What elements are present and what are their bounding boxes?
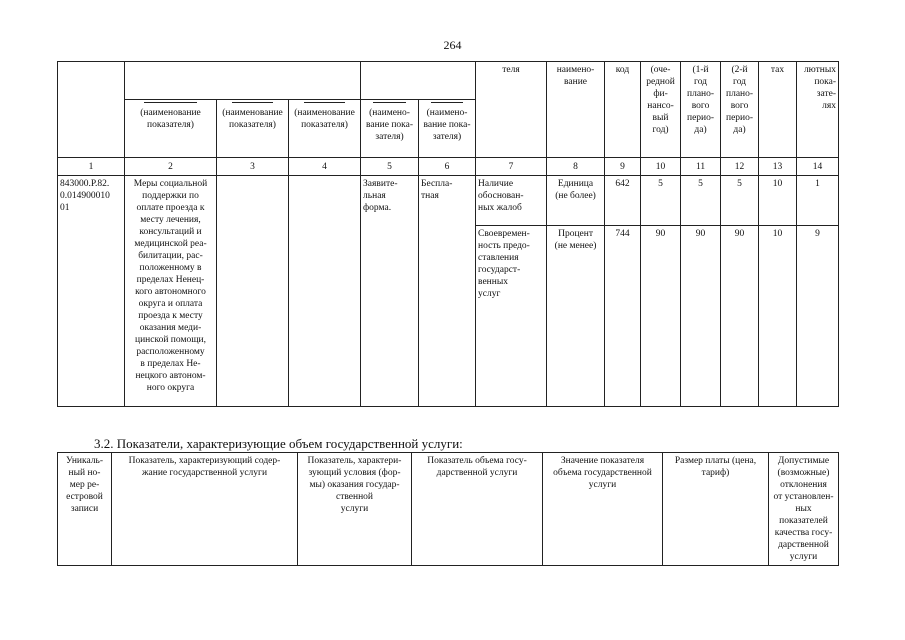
col-number: 11 <box>681 158 721 176</box>
service-form: Заявите- льная форма. <box>361 176 419 407</box>
registry-number: 843000.Р.82. 0.014900010 01 <box>58 176 125 407</box>
header-cell-2-4 <box>125 62 361 100</box>
header-cell-11: (1-й год плано- вого перио- да) <box>681 62 721 158</box>
service-name: Меры социальной поддержки по оплате проезда к месту лечения, консультаций и медицинской реа- билитации, рас- положенному в пределах Ненец- кого автономного округа и оплата проезда к месту оказания меди- цинской помощи, расположенному в пределах Не- нецкого автоном- ного округа <box>125 176 217 407</box>
value-year-2: 5 <box>721 176 759 226</box>
header-cell-7: теля <box>476 62 547 158</box>
indicator-name-6: (наимено- вание пока- зателя) <box>419 100 476 158</box>
col-number: 9 <box>605 158 641 176</box>
header-cell-8: наимено- вание <box>547 62 605 158</box>
col-number: 14 <box>797 158 839 176</box>
deviation-absolute: 1 <box>797 176 839 226</box>
unit-code: 744 <box>605 226 641 407</box>
header-cell-14: лютных пока- зате- лях <box>797 62 839 158</box>
col-number: 10 <box>641 158 681 176</box>
unit-name: Единица (не более) <box>547 176 605 226</box>
deviation-absolute: 9 <box>797 226 839 407</box>
value-current-year: 5 <box>641 176 681 226</box>
col-number: 1 <box>58 158 125 176</box>
value-year-1: 5 <box>681 176 721 226</box>
col-number: 8 <box>547 158 605 176</box>
value-year-1: 90 <box>681 226 721 407</box>
header-cell-10: (оче- редной фи- нансо- вый год) <box>641 62 681 158</box>
volume-indicators-table <box>57 452 839 566</box>
header-volume-value: Значение показателя объема государственной услуги <box>543 453 663 566</box>
section-title: 3.2. Показатели, характеризующие объем государственной услуги: <box>94 436 463 451</box>
indicator-name: Наличие обоснован- ных жалоб <box>476 176 547 226</box>
value-current-year: 90 <box>641 226 681 407</box>
column-numbers-row <box>58 158 839 176</box>
header-cell-13: тах <box>759 62 797 158</box>
header-cell-9: код <box>605 62 641 158</box>
unit-code: 642 <box>605 176 641 226</box>
header-condition-indicator: Показатель, характери- зующий условия (фор- мы) оказания государ- ственной услуги <box>298 453 412 566</box>
header-cell-12: (2-й год плано- вого перио- да) <box>721 62 759 158</box>
header-cell-5-6 <box>361 62 476 100</box>
header-cell-1 <box>58 62 125 158</box>
indicator-name-2: (наименование показателя) <box>125 100 217 158</box>
header-fee: Размер платы (цена, тариф) <box>663 453 769 566</box>
col-number: 13 <box>759 158 797 176</box>
indicator-name-5: (наимено- вание пока- зателя) <box>361 100 419 158</box>
payment-type: Бесплa- тная <box>419 176 476 407</box>
deviation-percent: 10 <box>759 176 797 226</box>
indicator-name-3: (наименование показателя) <box>217 100 289 158</box>
page-number: 264 <box>443 38 462 52</box>
header-registry-number: Уникаль- ный но- мер ре- естровой записи <box>58 453 112 566</box>
col-number: 7 <box>476 158 547 176</box>
col-number: 2 <box>125 158 217 176</box>
col-number: 3 <box>217 158 289 176</box>
col-number: 5 <box>361 158 419 176</box>
unit-name: Процент (не менее) <box>547 226 605 407</box>
col-number: 6 <box>419 158 476 176</box>
indicator-name: Своевремен- ность предо- ставления государст- венных услуг <box>476 226 547 407</box>
header-deviations: Допустимые (возможные) отклонения от установлен- ных показателей качества госу- дарственной услуги <box>769 453 839 566</box>
indicator-name-4: (наименование показателя) <box>289 100 361 158</box>
col-number: 4 <box>289 158 361 176</box>
col-number: 12 <box>721 158 759 176</box>
deviation-percent: 10 <box>759 226 797 407</box>
quality-indicators-table <box>57 61 839 407</box>
header-volume-indicator: Показатель объема госу- дарственной услуги <box>412 453 543 566</box>
empty-cell <box>217 176 289 407</box>
table-row <box>58 176 839 226</box>
value-year-2: 90 <box>721 226 759 407</box>
header-content-indicator: Показатель, характеризующий содер- жание государственной услуги <box>112 453 298 566</box>
empty-cell <box>289 176 361 407</box>
